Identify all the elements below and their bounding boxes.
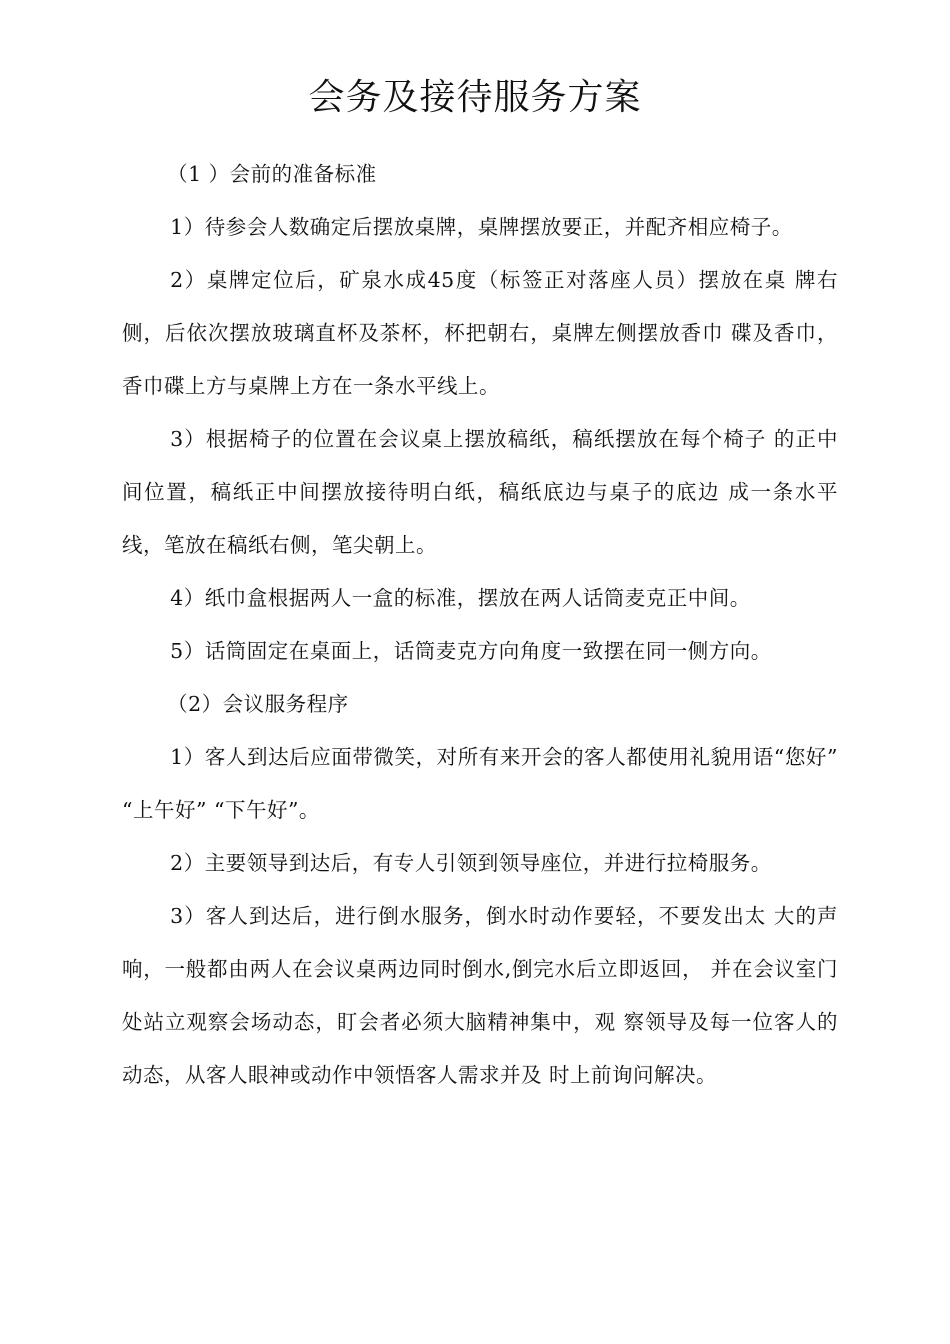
paragraph: 5）话筒固定在桌面上，话筒麦克方向角度一致摆在同一侧方向。 [170,639,772,663]
paragraph: 1）客人到达后应面带微笑，对所有来开会的客人都使用礼貌用语“您好” “上午好” “下午好”。 [122,745,838,822]
paragraph: 4）纸巾盒根据两人一盒的标准，摆放在两人话筒麦克正中间。 [170,586,751,610]
paragraph: 2）桌牌定位后，矿泉水成45度（标签正对落座人员）摆放在桌 牌右侧，后依次摆放玻璃直杯及茶杯，杯把朝右，桌牌左侧摆放香巾 碟及香巾，香巾碟上方与桌牌上方在一条水平线上。 [122,268,838,398]
document-body [122,148,838,1102]
paragraph: 3）客人到达后，进行倒水服务，倒水时动作要轻，不要发出太 大的声响，一般都由两人在会议桌两边同时倒水,倒完水后立即返回， 并在会议室门处站立观察会场动态，盯会者必须大脑精神集中，观 察领导及每一位客人的动态，从客人眼神或动作中领悟客人需求并及 时上前询问解决。 [122,904,838,1087]
document-title: 会务及接待服务方案 [308,77,642,118]
paragraph: 2）主要领导到达后，有专人引领到领导座位，并进行拉椅服务。 [170,851,772,875]
paragraph: 1）待参会人数确定后摆放桌牌，桌牌摆放要正，并配齐相应椅子。 [170,215,793,239]
section-heading: （1 ）会前的准备标准 [167,162,377,186]
section-heading: （2）会议服务程序 [167,692,349,716]
paragraph: 3）根据椅子的位置在会议桌上摆放稿纸，稿纸摆放在每个椅子 的正中间位置，稿纸正中间摆放接待明白纸，稿纸底边与桌子的底边 成一条水平线，笔放在稿纸右侧，笔尖朝上。 [122,427,838,557]
